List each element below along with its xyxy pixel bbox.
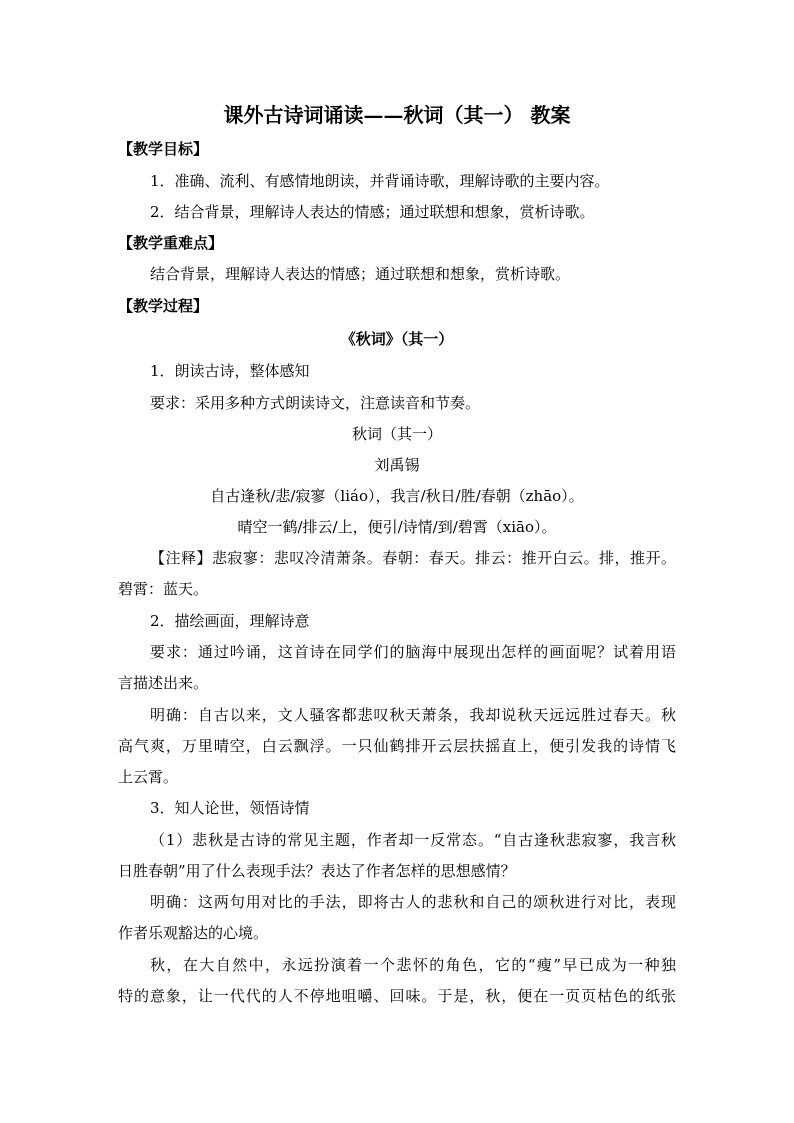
section-subtitle: 《秋词》（其一） [340, 330, 454, 348]
step-2-heading: 2．描绘画面，理解诗意 [150, 612, 310, 630]
heading-key-points: 【教学重难点】 [118, 234, 224, 252]
note-line-2: 碧霄：蓝天。 [118, 580, 209, 598]
paragraph-line-1: 秋，在大自然中，永远扮演着一个悲怀的角色，它的“瘦”早已成为一种独 [150, 956, 676, 974]
poem-line-2: 晴空一鹤/排云/上，便引/诗情/到/碧霄（xiāo）。 [237, 518, 557, 536]
paragraph-line-2: 特的意象，让一代代的人不停地咀嚼、回味。于是，秋，便在一页页枯色的纸张 [118, 987, 676, 1005]
step-2-answer-line-2: 高气爽，万里晴空，白云飘浮。一只仙鹤排开云层扶摇直上，便引发我的诗情飞 [118, 737, 676, 755]
step-1-heading: 1．朗读古诗，整体感知 [150, 362, 310, 380]
step-3-answer-line-2: 作者乐观豁达的心境。 [118, 924, 269, 942]
step-3-answer-line-1: 明确：这两句用对比的手法，即将古人的悲秋和自己的颂秋进行对比，表现 [150, 893, 676, 911]
question-1-line-2: 日胜春朝”用了什么表现手法？表达了作者怎样的思想感情？ [118, 862, 516, 880]
poem-line-1: 自古逢秋/悲/寂寥（liáo），我言/秋日/胜/春朝（zhāo）。 [210, 487, 584, 505]
poem-author: 刘禹锡 [374, 456, 420, 474]
question-1-line-1: （1）悲秋是古诗的常见主题，作者却一反常态。“自古逢秋悲寂寥，我言秋 [150, 831, 676, 849]
step-2-requirement-line-2: 言描述出来。 [118, 674, 209, 692]
goal-item-1: 1．准确、流利、有感情地朗读，并背诵诗歌，理解诗歌的主要内容。 [150, 172, 610, 190]
step-2-answer-line-1: 明确：自古以来，文人骚客都悲叹秋天萧条，我却说秋天远远胜过春天。秋 [150, 706, 676, 724]
doc-title: 课外古诗词诵读——秋词（其一） 教案 [223, 103, 571, 127]
note-line-1: 【注释】悲寂寥：悲叹冷清萧条。春朝：春天。排云：推开白云。排，推开。 [150, 549, 676, 567]
key-points-text: 结合背景，理解诗人表达的情感；通过联想和想象，赏析诗歌。 [150, 265, 571, 283]
step-1-requirement: 要求：采用多种方式朗读诗文，注意读音和节奏。 [150, 394, 481, 412]
step-2-answer-line-3: 上云霄。 [118, 768, 179, 786]
heading-process: 【教学过程】 [118, 297, 209, 315]
goal-item-2: 2．结合背景，理解诗人表达的情感；通过联想和想象，赏析诗歌。 [150, 203, 595, 221]
heading-goals: 【教学目标】 [118, 140, 209, 158]
poem-title: 秋词（其一） [351, 425, 442, 443]
step-2-requirement-line-1: 要求：通过吟诵，这首诗在同学们的脑海中展现出怎样的画面呢？试着用语 [150, 643, 676, 661]
step-3-heading: 3．知人论世，领悟诗情 [150, 799, 310, 817]
